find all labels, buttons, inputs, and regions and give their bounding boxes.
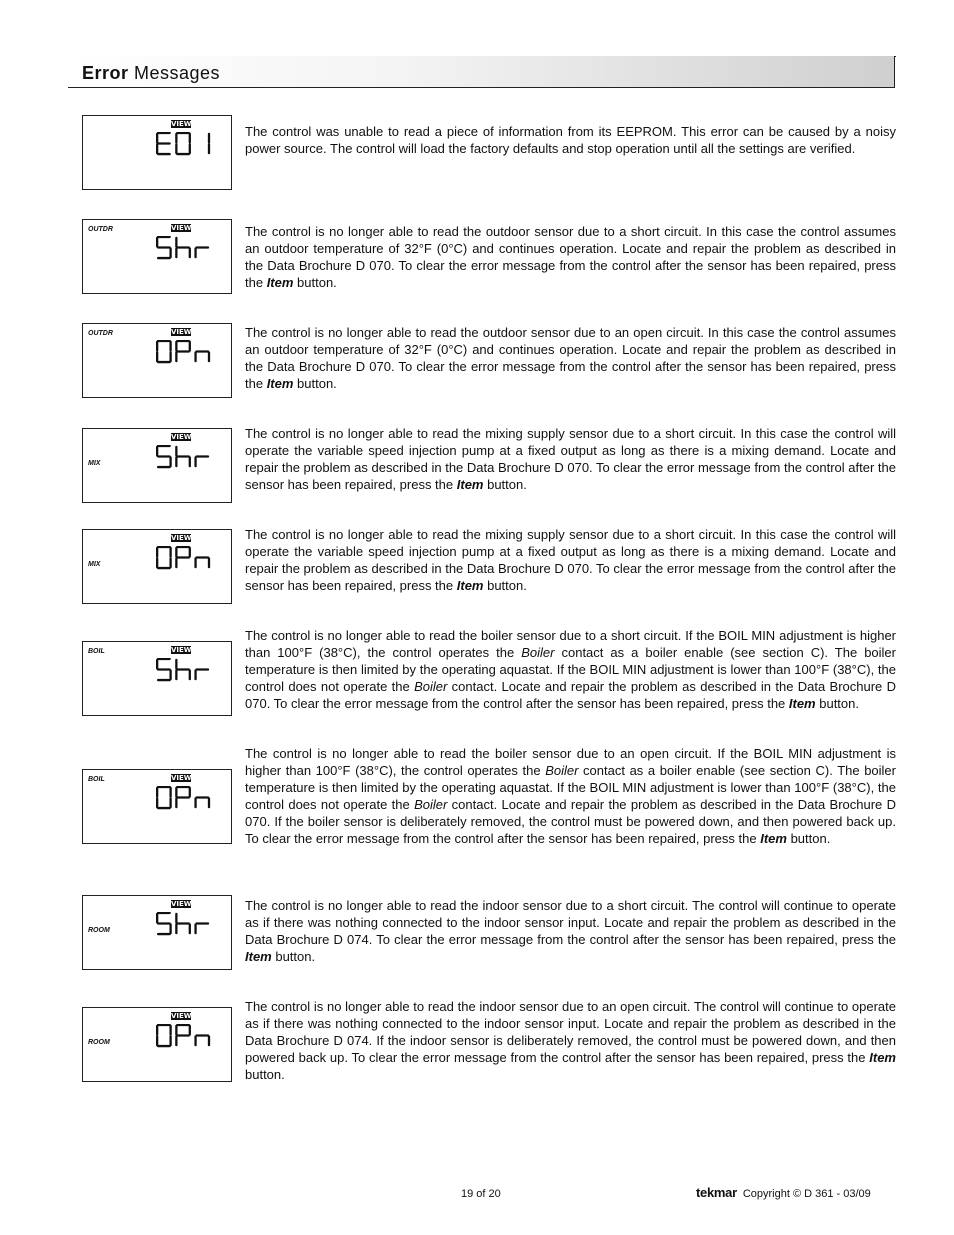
error-description: [245, 627, 896, 712]
item-button-name: Item: [266, 275, 294, 290]
lcd-display: [82, 323, 232, 398]
page-number: 19 of 20: [461, 1188, 501, 1200]
page-title: [82, 63, 220, 84]
error-description: [245, 324, 896, 392]
lcd-display: [82, 428, 232, 503]
footer-copyright-block: [696, 1185, 871, 1200]
description-tail: button.: [245, 1067, 285, 1082]
view-badge: VIEW: [171, 224, 192, 232]
item-button-name: Item: [456, 578, 484, 593]
item-button-name: Item: [788, 696, 816, 711]
seven-segment-code: [155, 912, 215, 936]
seven-segment-code: [155, 1024, 215, 1048]
item-button-name: Item: [245, 949, 272, 964]
lcd-display: [82, 529, 232, 604]
description-text: The control is no longer able to read the mixing supply sensor due to a short circuit. In this case the control will operate the variable speed injection pump at a fixed output as long as there is a mixing demand. Locate and repair the problem as described in the Data Brochure D 070. To clear the error message from the control after the sensor has been repaired, press the: [245, 527, 896, 593]
sensor-label: BOIL: [88, 648, 105, 655]
lcd-display: [82, 895, 232, 970]
error-description: [245, 425, 896, 493]
view-badge: VIEW: [171, 1012, 192, 1020]
description-text: The control is no longer able to read the boiler sensor due to an open circuit. If the BOIL MIN adjustment is higher than 100°F (38°C), the control operates the Boiler contact as a boiler enable (see section C). The boiler temperature is then limited by the operating aquastat. If the BOIL MIN adjustment is lower than 100°F (38°C), the control does not operate the Boiler contact. Locate and repair the problem as described in the Data Brochure D 070. If the boiler sensor is deliberately removed, the control must be powered down, and then powered back up. To clear the error message from the control after the sensor has been repaired, press the: [245, 746, 897, 846]
lcd-display: [82, 219, 232, 294]
description-tail: button.: [271, 949, 316, 964]
description-text: The control is no longer able to read the indoor sensor due to a short circuit. The control will continue to operate as if there was nothing connected to the indoor sensor input. Locate and repair the problem as described in the Data Brochure D 074. To clear the error message from the control after the sensor has been repaired, press the: [245, 898, 896, 947]
error-description: [245, 998, 896, 1083]
error-description: [245, 897, 896, 965]
view-badge: VIEW: [171, 646, 192, 654]
sensor-label: ROOM: [88, 927, 110, 934]
error-description: [245, 745, 896, 847]
brand-logo: tekmar: [696, 1185, 737, 1200]
description-text: The control is no longer able to read the mixing supply sensor due to a short circuit. In this case the control will operate the variable speed injection pump at a fixed output as long as there is a mixing demand. Locate and repair the problem as described in the Data Brochure D 070. To clear the error message from the control after the sensor has been repaired, press the: [245, 426, 896, 492]
description-text: The control is no longer able to read the outdoor sensor due to an open circuit. In this case the control assumes an outdoor temperature of 32°F (0°C) and continues operation. Locate and repair the problem as described in the Data Brochure D 070. To clear the error message from the control after the sensor has been repaired, press the: [245, 325, 896, 391]
description-text: The control is no longer able to read the outdoor sensor due to a short circuit. In this case the control assumes an outdoor temperature of 32°F (0°C) and continues operation. Locate and repair the problem as described in the Data Brochure D 070. To clear the error message from the control after the sensor has been repaired, press the: [245, 224, 896, 290]
error-description: [245, 223, 896, 291]
sensor-label: MIX: [88, 561, 101, 568]
description-tail: button.: [786, 831, 831, 846]
seven-segment-code: [155, 546, 215, 570]
section-header: [68, 56, 896, 88]
page-title-rest: Messages: [128, 63, 221, 83]
view-badge: VIEW: [171, 433, 192, 441]
seven-segment-code: [155, 340, 215, 364]
description-tail: button.: [483, 477, 527, 492]
copyright-text: Copyright © D 361 - 03/09: [742, 1188, 871, 1200]
seven-segment-code: [155, 658, 215, 682]
lcd-display: [82, 641, 232, 716]
seven-segment-code: [155, 786, 215, 810]
sensor-label: MIX: [88, 460, 101, 467]
view-badge: VIEW: [171, 120, 192, 128]
sensor-label: OUTDR: [88, 330, 113, 337]
seven-segment-code: [155, 236, 215, 260]
sensor-label: OUTDR: [88, 226, 113, 233]
item-button-name: Item: [456, 477, 484, 492]
lcd-display: [82, 1007, 232, 1082]
item-button-name: Item: [760, 831, 787, 846]
sensor-label: ROOM: [88, 1039, 110, 1046]
sensor-label: BOIL: [88, 776, 105, 783]
seven-segment-code: [155, 132, 215, 156]
item-button-name: Item: [869, 1050, 896, 1065]
page-title-bold: Error: [82, 63, 129, 83]
lcd-display: [82, 769, 232, 844]
description-tail: button.: [293, 275, 337, 290]
lcd-display: [82, 115, 232, 190]
description-tail: button.: [483, 578, 527, 593]
description-tail: button.: [815, 696, 859, 711]
error-description: [245, 526, 896, 594]
item-button-name: Item: [266, 376, 294, 391]
description-text: The control is no longer able to read the indoor sensor due to an open circuit. The control will continue to operate as if there was nothing connected to the indoor sensor input. Locate and repair the problem as described in the Data Brochure D 074. If the indoor sensor is deliberately removed, the control must be powered down, and then powered back up. To clear the error message from the control after the sensor has been repaired, press the: [245, 999, 896, 1065]
description-text: The control was unable to read a piece of information from its EEPROM. This error can be caused by a noisy power source. The control will load the factory defaults and stop operation until all the settings are verified.: [245, 124, 896, 156]
view-badge: VIEW: [171, 774, 192, 782]
description-tail: button.: [293, 376, 337, 391]
error-description: [245, 123, 896, 157]
seven-segment-code: [155, 445, 215, 469]
view-badge: VIEW: [171, 328, 192, 336]
view-badge: VIEW: [171, 900, 192, 908]
view-badge: VIEW: [171, 534, 192, 542]
description-text: The control is no longer able to read the boiler sensor due to a short circuit. If the BOIL MIN adjustment is higher than 100°F (38°C), the control operates the Boiler contact as a boiler enable (see section C). The boiler temperature is then limited by the operating aquastat. If the BOIL MIN adjustment is lower than 100°F (38°C), the control does not operate the Boiler contact. Locate and repair the problem as described in the Data Brochure D 070. To clear the error message from the control after the sensor has been repaired, press the: [245, 628, 897, 711]
